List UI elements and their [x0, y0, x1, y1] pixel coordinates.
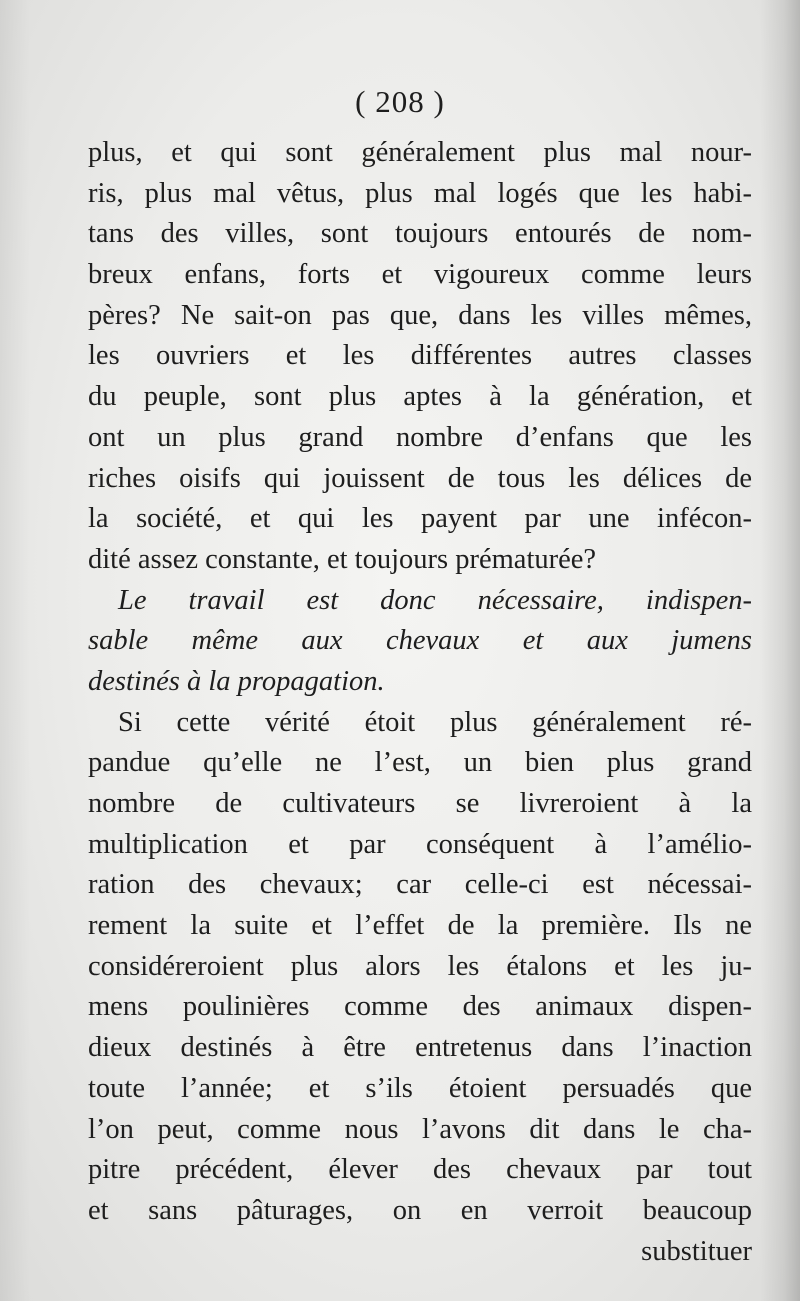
text-line: ris, plus mal vêtus, plus mal logés que les habi- [88, 177, 752, 209]
text-line: nombre de cultivateurs se livreroient à la [88, 788, 752, 819]
text-line: considéreroient plus alors les étalons et les ju- [88, 950, 752, 982]
text-line: toute l’année; et s’ils étoient persuadés que [88, 1072, 752, 1104]
text-line: ration des chevaux; car celle-ci est nécessai- [88, 869, 752, 901]
italic-line: destinés à la propagation. [88, 665, 385, 697]
text-line: pères? Ne sait-on pas que, dans les villes mêmes, [88, 299, 752, 331]
page-number: ( 208 ) [355, 84, 445, 119]
text-line: multiplication et par conséquent à l’amélio- [88, 828, 752, 860]
catchword: substituer [641, 1235, 752, 1267]
text-line: du peuple, sont plus aptes à la génération, et [88, 381, 752, 413]
text-line: l’on peut, comme nous l’avons dit dans le cha- [88, 1113, 752, 1145]
text-line: les ouvriers et les différentes autres classes [88, 340, 752, 372]
text-line: la société, et qui les payent par une infécon- [88, 503, 752, 535]
text-line: breux enfans, forts et vigoureux comme leurs [88, 259, 752, 291]
page-edge-shadow [760, 0, 800, 1301]
italic-line: sable même aux chevaux et aux jumens [88, 625, 752, 657]
text-line: et sans pâturages, on en verroit beaucoup [88, 1194, 752, 1226]
text-line: mens poulinières comme des animaux dispen- [88, 991, 752, 1023]
text-line: dieux destinés à être entretenus dans l’inaction [88, 1032, 752, 1064]
text-line: Si cette vérité étoit plus généralement ré- [118, 706, 752, 738]
body-text [88, 133, 752, 1272]
italic-line: Le travail est donc nécessaire, indispen- [118, 584, 752, 616]
text-line: pandue qu’elle ne l’est, un bien plus grand [88, 747, 752, 779]
text-line: dité assez constante, et toujours prématurée? [88, 543, 597, 575]
text-line: tans des villes, sont toujours entourés de nom- [88, 218, 752, 250]
text-line: riches oisifs qui jouissent de tous les délices de [88, 462, 752, 494]
text-line: rement la suite et l’effet de la première. Ils ne [88, 910, 752, 942]
text-line: plus, et qui sont généralement plus mal nour- [88, 137, 752, 168]
page-gutter-shadow [0, 0, 30, 1301]
text-line: ont un plus grand nombre d’enfans que les [88, 421, 752, 453]
text-line: pitre précédent, élever des chevaux par tout [88, 1154, 752, 1186]
